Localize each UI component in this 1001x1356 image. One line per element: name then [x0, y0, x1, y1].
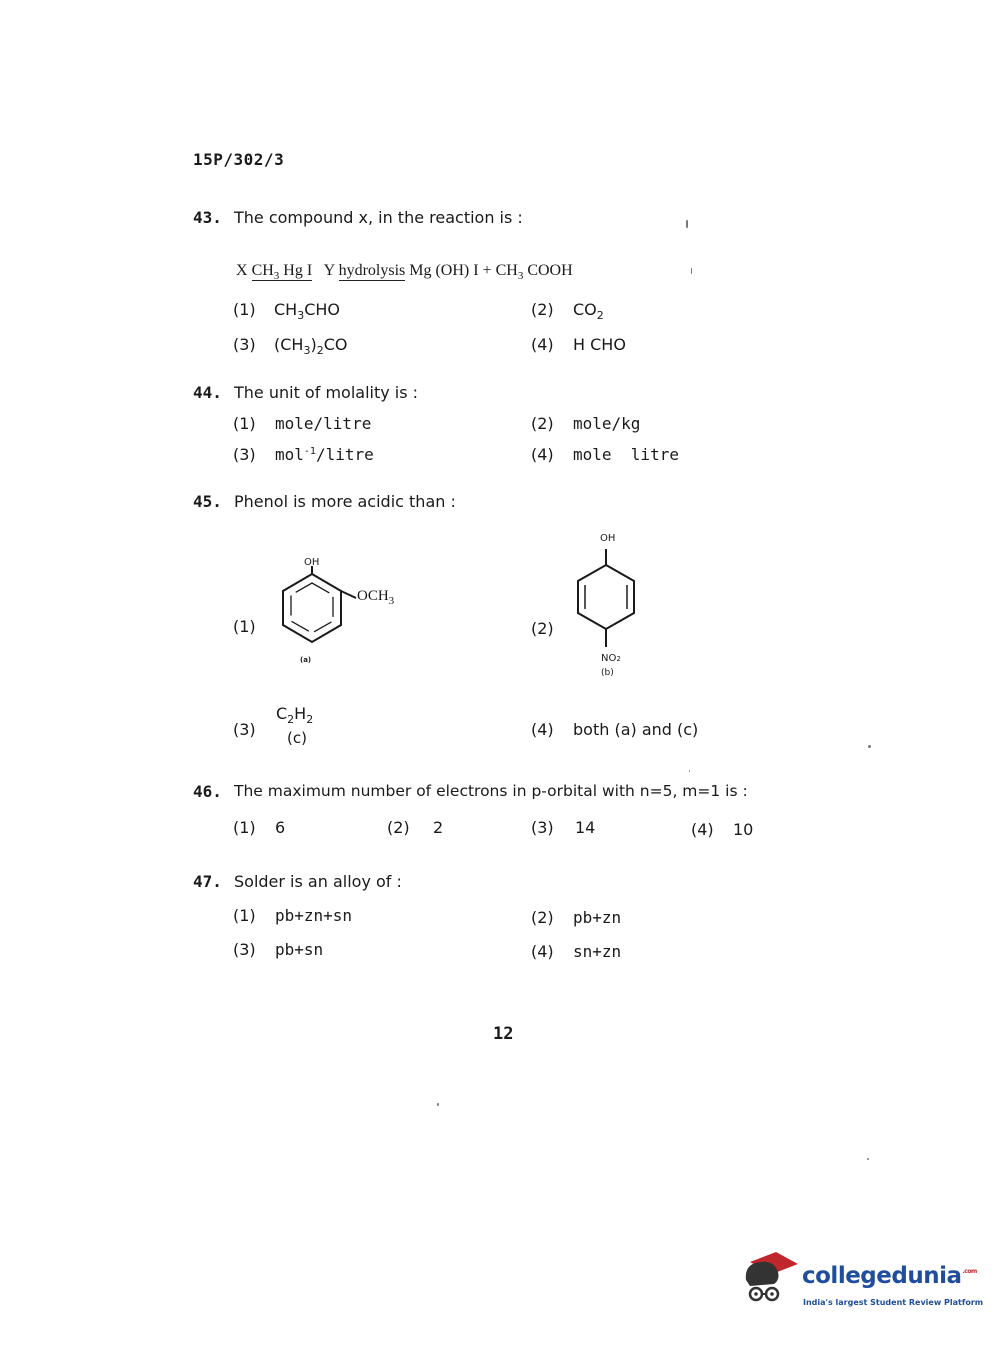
option-label: (3) — [233, 335, 256, 354]
option-value: 10 — [733, 820, 754, 839]
option-label: (1) — [233, 818, 256, 837]
scan-speck — [868, 745, 871, 748]
option-value: 14 — [575, 818, 596, 837]
option-label: (1) — [233, 617, 256, 636]
option-label: (4) — [531, 335, 554, 354]
option-label: (1) — [233, 414, 256, 433]
option-label: (4) — [531, 942, 554, 961]
option-label: (1) — [233, 300, 256, 319]
option-label: (4) — [531, 445, 554, 464]
brand-tagline: India's largest Student Review Platform — [803, 1298, 984, 1307]
structure-a-substituent: $OCH_3$ — [357, 588, 395, 607]
option-label: (3) — [531, 818, 554, 837]
option-label: (3) — [233, 445, 256, 464]
option-value: 6 — [275, 818, 286, 837]
question-number: 44. — [193, 383, 222, 402]
scan-speck — [691, 268, 692, 274]
option-label: (2) — [387, 818, 410, 837]
reagent-hydrolysis: hydrolysis — [338, 262, 406, 279]
option-value: $CO_2$ — [573, 300, 604, 322]
mascot-hair — [746, 1262, 779, 1286]
option-value: $(CH_3)_2CO$ — [274, 335, 348, 357]
option-value: mole/litre — [275, 414, 372, 433]
structure-c-formula: $C_2H_2$ — [276, 704, 314, 726]
brand-name: collegedunia$^{.com}$ — [802, 1263, 977, 1289]
question-number: 47. — [193, 872, 222, 891]
option-value: 2 — [433, 818, 444, 837]
reaction-products: Mg (OH) $I + CH_3$ COOH — [409, 262, 573, 282]
collegedunia-mascot-icon — [740, 1250, 800, 1312]
option-label: (3) — [233, 720, 256, 739]
option-value: sn+zn — [573, 942, 622, 961]
option-value: H CHO — [573, 335, 626, 354]
structure-a-tag: (a) — [300, 656, 312, 664]
option-label: (2) — [531, 300, 554, 319]
option-value: mole litre — [573, 445, 679, 464]
intermediate-y: Y — [323, 262, 335, 279]
question-text: The compound x, in the reaction is : — [234, 208, 523, 227]
question-number: 45. — [193, 492, 222, 511]
option-value: pb+zn+sn — [275, 906, 353, 925]
question-number: 43. — [193, 208, 222, 227]
option-value: both (a) and (c) — [573, 720, 699, 739]
scan-speck — [686, 220, 688, 228]
benzene-ring — [283, 574, 341, 642]
eye-left — [754, 1292, 758, 1296]
structure-b-oh: OH — [600, 533, 616, 544]
structure-b-diagram — [568, 545, 648, 655]
reactant-x: X — [236, 262, 248, 279]
reaction-equation — [236, 262, 573, 282]
question-text: Phenol is more acidic than : — [234, 492, 456, 511]
question-text: The unit of molality is : — [234, 383, 419, 402]
option-label: (3) — [233, 940, 256, 959]
reagent-grignard: $CH_3$ Hg I — [251, 262, 313, 282]
option-label: (2) — [531, 414, 554, 433]
option-value: pb+zn — [573, 908, 622, 927]
structure-a-oh: OH — [304, 557, 320, 568]
paper-code: 15P/302/3 — [193, 150, 285, 169]
structure-a-diagram — [268, 552, 408, 672]
option-value: mol$^{-1}$/litre — [275, 445, 374, 464]
benzene-inner-ring — [291, 583, 333, 633]
page-number: 12 — [493, 1024, 514, 1044]
option-value: pb+sn — [275, 940, 324, 959]
option-label: (4) — [691, 820, 714, 839]
question-text: The maximum number of electrons in p-orbital with n=5, m=1 is : — [234, 782, 748, 800]
option-label: (1) — [233, 906, 256, 925]
option-label: (2) — [531, 619, 554, 638]
option-label: (4) — [531, 720, 554, 739]
scan-speck — [437, 1103, 439, 1106]
benzene-ring — [578, 565, 634, 629]
structure-c-tag: (c) — [287, 729, 307, 747]
och3-bond — [341, 591, 356, 598]
option-value: mole/kg — [573, 414, 641, 433]
scan-speck — [689, 770, 690, 772]
question-number: 46. — [193, 782, 222, 801]
structure-b-substituent: NO2 — [601, 653, 621, 664]
option-label: (2) — [531, 908, 554, 927]
scan-speck — [867, 1158, 869, 1160]
option-value: $CH_3CHO$ — [274, 300, 340, 322]
eye-right — [770, 1292, 774, 1296]
structure-b-tag: (b) — [601, 668, 614, 678]
question-text: Solder is an alloy of : — [234, 872, 402, 891]
